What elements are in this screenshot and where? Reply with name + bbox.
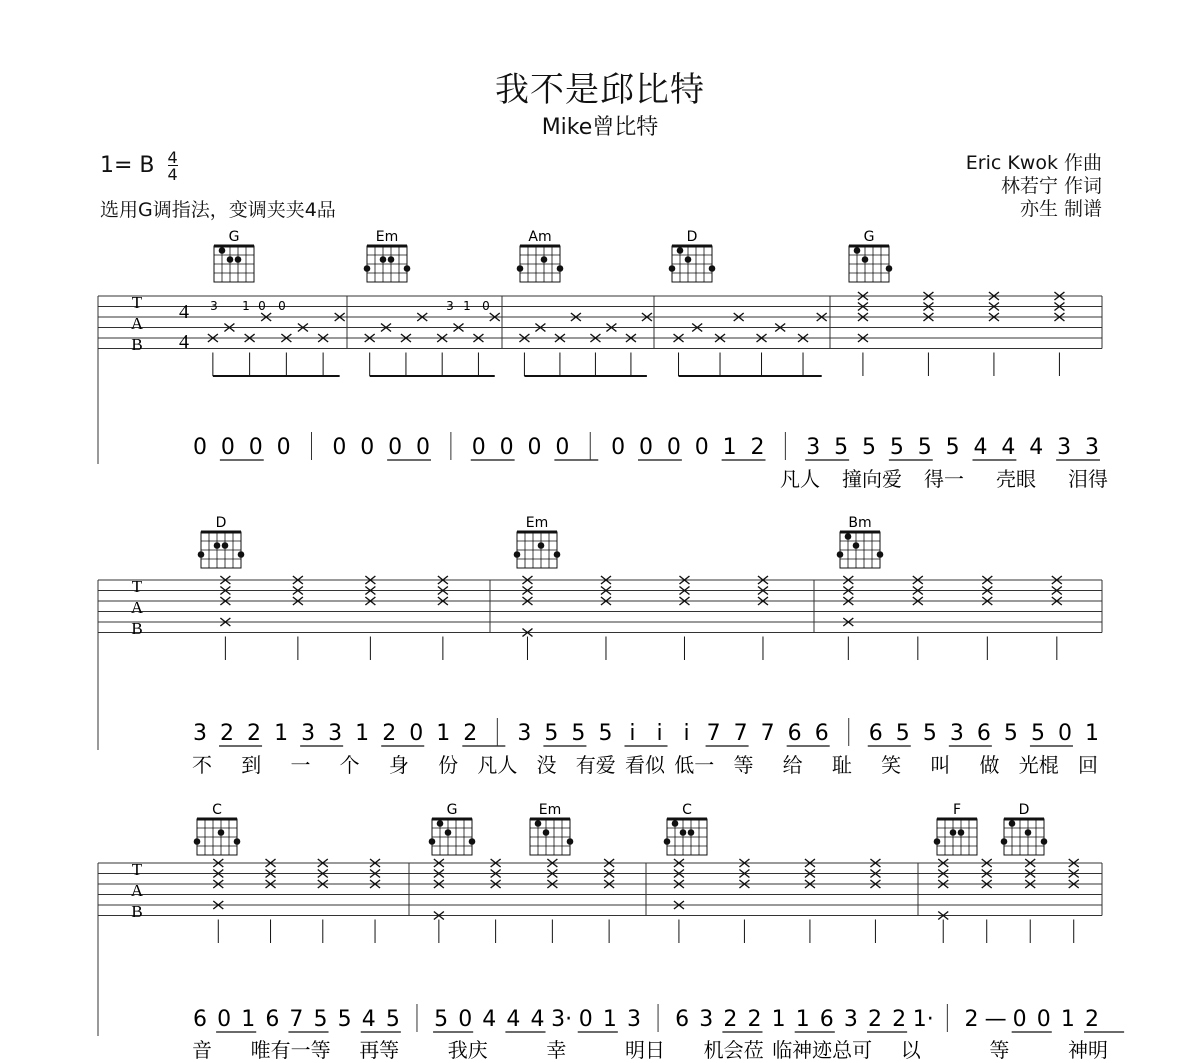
lyric-syllable: 有爱 — [575, 753, 616, 777]
lyric-syllable: 神明 — [1068, 1038, 1108, 1062]
jianpu-note: i — [656, 721, 663, 746]
jianpu-note: 3 — [1085, 435, 1099, 460]
chord-dot — [437, 820, 444, 827]
chord-dot — [677, 247, 684, 254]
jianpu-note: 5 — [945, 435, 960, 460]
credit-transcriber: 亦生 制谱 — [1019, 198, 1102, 220]
chord-name: Em — [525, 515, 549, 531]
jianpu-note: 7 — [733, 721, 748, 746]
chord-name: G — [446, 802, 458, 818]
fret-number: 3 — [446, 299, 454, 313]
jianpu-note: 2 — [892, 1007, 907, 1032]
fret-number: 3 — [210, 299, 218, 313]
tab-letter-a: A — [130, 881, 144, 900]
lyric-syllable: 个 — [339, 753, 360, 777]
tab-time-top: 4 — [179, 301, 189, 323]
jianpu-note: 0 — [458, 1007, 473, 1032]
jianpu-note: 6 — [868, 721, 883, 746]
lyric-syllable: 我庆 — [447, 1038, 488, 1062]
chord-diagram-f — [934, 802, 977, 855]
jianpu-note: 0 — [471, 435, 486, 460]
chord-dot — [364, 265, 371, 272]
chord-dot — [1001, 838, 1008, 845]
jianpu-note: 5 — [385, 1007, 400, 1032]
lyric-syllable: 不 — [192, 753, 212, 777]
jianpu-note: 5 — [544, 721, 559, 746]
tab-time-bottom: 4 — [179, 331, 189, 353]
chord-name: G — [228, 229, 240, 245]
chord-name: F — [952, 802, 962, 818]
jianpu-note: 1 — [436, 721, 451, 746]
chord-dot — [222, 542, 229, 549]
jianpu-note: 5 — [917, 435, 932, 460]
jianpu-note: 0 — [416, 435, 430, 460]
jianpu-note: 2 — [750, 435, 765, 460]
jianpu-note: 5 — [434, 1007, 449, 1032]
jianpu-note: 5 — [598, 721, 613, 746]
jianpu-note: 1 — [355, 721, 370, 746]
chord-diagram-d — [669, 229, 716, 282]
lyric-syllable: 音 — [192, 1038, 212, 1062]
capo-note: 选用G调指法，变调夹夹4品 — [100, 199, 336, 221]
jianpu-note: 3 — [699, 1007, 714, 1032]
jianpu-note: 1· — [912, 1007, 934, 1032]
chord-dot — [554, 551, 561, 558]
jianpu-note: 2 — [247, 721, 262, 746]
chord-name: Am — [528, 229, 552, 245]
tab-letter-a: A — [130, 314, 144, 333]
chord-dot — [854, 247, 861, 254]
jianpu-note: 0 — [1012, 1007, 1027, 1032]
chord-dot — [557, 265, 564, 272]
chord-diagram-c — [194, 802, 241, 855]
jianpu-note: 3 — [1057, 435, 1072, 460]
lyric-syllable: 看似 — [625, 753, 665, 777]
tab-letter-t: T — [131, 577, 143, 596]
chord-dot — [845, 533, 852, 540]
jianpu-note: 3 — [949, 721, 964, 746]
chord-diagram-am — [517, 229, 564, 282]
lyric-syllable: 凡人 — [780, 467, 820, 491]
lyric-syllable: 叫 — [930, 753, 951, 777]
chord-diagram-bm — [837, 515, 884, 568]
chord-dot — [469, 838, 476, 845]
chord-name: D — [1018, 802, 1030, 818]
chord-name: C — [212, 802, 222, 818]
jianpu-note: 4 — [482, 1007, 497, 1032]
jianpu-note: 0 — [332, 435, 347, 460]
chord-diagram-g — [849, 229, 892, 282]
jianpu-note: i — [683, 721, 690, 746]
chord-dot — [886, 265, 893, 272]
tab-letter-b: B — [131, 335, 143, 354]
jianpu-note: 3 — [328, 721, 343, 746]
chord-dot — [517, 265, 524, 272]
fret-number: 0 — [278, 299, 286, 313]
jianpu-note: 2 — [868, 1007, 883, 1032]
lyric-syllable: 做 — [979, 753, 1000, 777]
chord-dot — [672, 820, 679, 827]
jianpu-note: 0 — [499, 435, 514, 460]
jianpu-note: 5 — [895, 721, 910, 746]
chord-dot — [541, 256, 548, 263]
jianpu-note: 2 — [382, 721, 397, 746]
chord-dot — [445, 829, 452, 836]
chord-name: Bm — [848, 515, 872, 531]
lyric-syllable: 到 — [241, 753, 262, 777]
credit-lyricist: 林若宁 作词 — [1000, 175, 1102, 197]
chord-dot — [680, 829, 687, 836]
jianpu-note: 4 — [361, 1007, 376, 1032]
chord-dot — [214, 542, 221, 549]
jianpu-note: 1 — [1085, 721, 1099, 746]
chord-name: Em — [538, 802, 562, 818]
jianpu-note: 0 — [694, 435, 709, 460]
jianpu-note: 0 — [193, 435, 207, 460]
jianpu-note: 6 — [814, 721, 829, 746]
lyric-syllable: 幸 — [546, 1038, 567, 1062]
chord-dot — [1041, 838, 1048, 845]
jianpu-note: 0 — [217, 1007, 232, 1032]
jianpu-note: 5 — [571, 721, 586, 746]
chord-dot — [235, 256, 242, 263]
lyric-syllable: 份 — [438, 753, 459, 777]
chord-diagram-c — [664, 802, 707, 855]
tab-letter-b: B — [131, 902, 143, 921]
jianpu-note: i — [629, 721, 636, 746]
jianpu-note: 1 — [795, 1007, 810, 1032]
jianpu-note: 6 — [819, 1007, 834, 1032]
lyric-syllable: 等 — [989, 1038, 1010, 1062]
jianpu-note: 1 — [722, 435, 737, 460]
credit-composer: Eric Kwok 作曲 — [965, 152, 1102, 174]
chord-dot — [853, 542, 860, 549]
fret-number: 1 — [242, 299, 250, 313]
key-label: 1= B — [100, 153, 155, 178]
chord-dot — [218, 829, 225, 836]
chord-diagram-em — [530, 802, 573, 855]
chord-dot — [1009, 820, 1016, 827]
chord-name: G — [863, 229, 875, 245]
jianpu-note: 0 — [360, 435, 375, 460]
jianpu-note: 6 — [193, 1007, 207, 1032]
chord-name: D — [215, 515, 227, 531]
jianpu-note: 4 — [1029, 435, 1044, 460]
chord-diagram-em — [364, 229, 411, 282]
chord-dot — [669, 265, 676, 272]
tab-letter-t: T — [131, 860, 143, 879]
lyric-syllable: 临神迹总可 — [772, 1038, 873, 1062]
jianpu-note: 2 — [463, 721, 478, 746]
lyric-syllable: 回 — [1078, 753, 1098, 777]
chord-dot — [709, 265, 716, 272]
jianpu-note: 7 — [760, 721, 775, 746]
fret-number: 0 — [258, 299, 266, 313]
jianpu-note: 0 — [1057, 721, 1072, 746]
lyric-syllable: 笑 — [881, 753, 902, 777]
song-title: 我不是邱比特 — [495, 70, 705, 110]
chord-diagram-d — [1001, 802, 1048, 855]
chord-dot — [227, 256, 234, 263]
jianpu-note: 1 — [241, 1007, 256, 1032]
lyric-syllable: 撞向爱 — [842, 467, 902, 491]
chord-dot — [535, 820, 542, 827]
jianpu-note: 1 — [771, 1007, 786, 1032]
jianpu-note: 2 — [747, 1007, 762, 1032]
jianpu-note: 4 — [973, 435, 988, 460]
lyric-syllable: 泪得 — [1068, 467, 1108, 491]
jianpu-note: 2 — [723, 1007, 738, 1032]
jianpu-note: 3· — [551, 1007, 573, 1032]
jianpu-note: 3 — [193, 721, 207, 746]
jianpu-note: 3 — [843, 1007, 858, 1032]
chord-name: D — [686, 229, 698, 245]
jianpu-note: 3 — [301, 721, 316, 746]
lyric-syllable: 等 — [733, 753, 754, 777]
jianpu-note: 0 — [611, 435, 626, 460]
jianpu-note: 0 — [639, 435, 653, 460]
chord-dot — [429, 838, 436, 845]
jianpu-note: 3 — [626, 1007, 641, 1032]
jianpu-note: 0 — [220, 435, 235, 460]
jianpu-note: 6 — [265, 1007, 280, 1032]
jianpu-note: 5 — [313, 1007, 328, 1032]
chord-dot — [234, 838, 241, 845]
lyric-syllable: 唯有一等 — [250, 1038, 331, 1062]
jianpu-note: 1 — [1060, 1007, 1075, 1032]
jianpu-note: 6 — [675, 1007, 690, 1032]
jianpu-note: 5 — [862, 435, 876, 460]
jianpu-note: 7 — [706, 721, 721, 746]
lyric-syllable: 以 — [900, 1038, 921, 1062]
chord-dot — [877, 551, 884, 558]
jianpu-note: 6 — [976, 721, 991, 746]
jianpu-note: 0 — [409, 721, 424, 746]
time-sig-bottom: 4 — [167, 165, 178, 184]
jianpu-note: 6 — [787, 721, 802, 746]
chord-dot — [198, 551, 205, 558]
chord-name: Em — [375, 229, 399, 245]
chord-dot — [837, 551, 844, 558]
chord-name: C — [682, 802, 692, 818]
chord-dot — [934, 838, 941, 845]
chord-dot — [514, 551, 521, 558]
jianpu-note: 7 — [289, 1007, 304, 1032]
chord-diagram-em — [514, 515, 561, 568]
lyric-syllable: 身 — [388, 753, 409, 777]
chord-dot — [543, 829, 550, 836]
fret-number: 1 — [463, 299, 471, 313]
jianpu-note: 5 — [337, 1007, 352, 1032]
chord-dot — [219, 247, 226, 254]
jianpu-note: 0 — [388, 435, 403, 460]
jianpu-note: 4 — [506, 1007, 521, 1032]
chord-diagram-g — [214, 229, 254, 282]
jianpu-note: 3 — [806, 435, 821, 460]
lyric-syllable: 给 — [782, 753, 803, 777]
chord-dot — [404, 265, 411, 272]
jianpu-note: 5 — [922, 721, 937, 746]
jianpu-note: 0 — [248, 435, 263, 460]
lyric-syllable: 凡人 — [477, 753, 518, 777]
jianpu-note: 2 — [964, 1007, 979, 1032]
chord-dot — [862, 256, 869, 263]
jianpu-note: 0 — [276, 435, 291, 460]
tab-letter-a: A — [130, 598, 144, 617]
jianpu-note: 1 — [274, 721, 289, 746]
fret-number: 0 — [482, 299, 490, 313]
jianpu-note: 2 — [1085, 1007, 1099, 1032]
chord-diagram-d — [198, 515, 245, 568]
lyric-syllable: 没 — [536, 753, 557, 777]
lyric-syllable: 光棍 — [1018, 753, 1059, 777]
lyric-syllable: 一 — [290, 753, 311, 777]
chord-dot — [1025, 829, 1032, 836]
chord-dot — [664, 838, 671, 845]
chord-dot — [688, 829, 695, 836]
chord-diagram-g — [429, 802, 476, 855]
jianpu-note: 4 — [530, 1007, 545, 1032]
jianpu-note: 5 — [889, 435, 904, 460]
chord-dot — [380, 256, 387, 263]
jianpu-note: 5 — [1003, 721, 1018, 746]
chord-dot — [238, 551, 245, 558]
lyric-syllable: 耻 — [831, 753, 852, 777]
jianpu-note: 0 — [578, 1007, 593, 1032]
artist-name: Mike曾比特 — [541, 115, 659, 140]
tab-letter-b: B — [131, 619, 143, 638]
chord-dot — [567, 838, 574, 845]
lyric-syllable: 再等 — [359, 1038, 400, 1062]
jianpu-note: 1 — [602, 1007, 617, 1032]
lyric-syllable: 低一 — [674, 753, 715, 777]
lyric-syllable: 机会莅 — [703, 1038, 764, 1062]
jianpu-note: 0 — [1036, 1007, 1051, 1032]
jianpu-note: 0 — [555, 435, 570, 460]
jianpu-note: 3 — [517, 721, 532, 746]
chord-dot — [538, 542, 545, 549]
jianpu-note: 5 — [834, 435, 849, 460]
lyric-syllable: 壳眼 — [996, 467, 1036, 491]
tab-letter-t: T — [131, 293, 143, 312]
lyric-syllable: 得一 — [924, 467, 964, 491]
chord-dot — [388, 256, 395, 263]
chord-dot — [950, 829, 957, 836]
chord-dot — [194, 838, 201, 845]
lyric-syllable: 明日 — [625, 1038, 665, 1062]
jianpu-note: 0 — [527, 435, 542, 460]
chord-dot — [685, 256, 692, 263]
jianpu-note: 5 — [1030, 721, 1045, 746]
time-sig-top: 4 — [167, 148, 178, 167]
jianpu-note: 4 — [1001, 435, 1016, 460]
jianpu-note: 0 — [666, 435, 681, 460]
jianpu-note: — — [984, 1007, 1007, 1032]
jianpu-note: 2 — [220, 721, 235, 746]
chord-dot — [958, 829, 965, 836]
